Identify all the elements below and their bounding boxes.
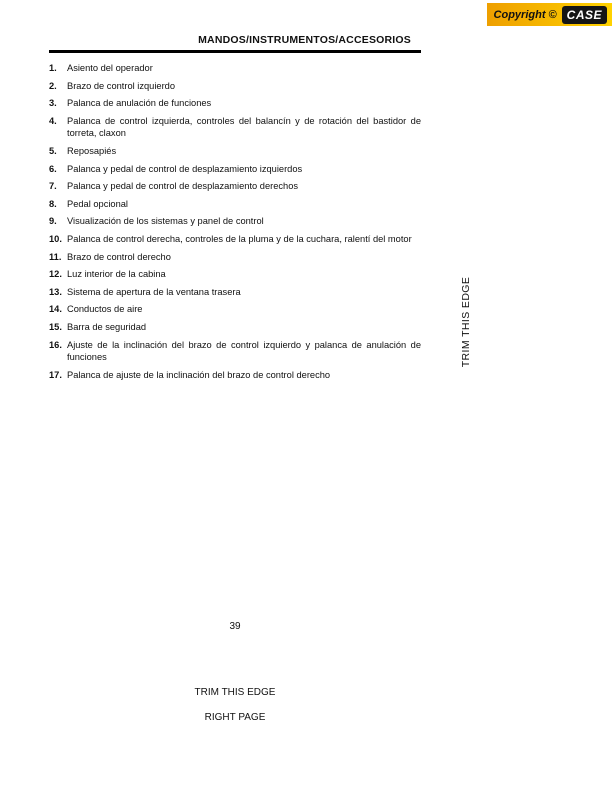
list-item-text: Visualización de los sistemas y panel de control (67, 216, 264, 227)
list-item (49, 268, 421, 281)
list-item-number: 6. (49, 163, 57, 174)
page-number: 39 (229, 621, 241, 632)
list-item-text: Reposapiés (67, 145, 117, 156)
list-item-number: 14. (49, 304, 62, 315)
case-logo: CASE (562, 6, 607, 24)
list-item-number: 10. (49, 233, 62, 244)
list-item-text: Palanca y pedal de control de desplazamiento izquierdos (67, 163, 303, 174)
list-item-number: 11. (49, 251, 62, 262)
list-item-text: Palanca de anulación de funciones (67, 98, 212, 109)
list-item (49, 215, 421, 228)
list-item (49, 163, 421, 176)
list-item-number: 5. (49, 145, 57, 156)
list-item (49, 80, 421, 93)
list-item-text: Pedal opcional (67, 198, 128, 209)
page-title: MANDOS/INSTRUMENTOS/ACCESORIOS (49, 34, 421, 53)
list-item-number: 13. (49, 286, 62, 297)
list-item-text: Brazo de control izquierdo (67, 80, 176, 91)
list-item-text: Luz interior de la cabina (67, 269, 166, 280)
controls-list (49, 62, 421, 381)
list-item-number: 17. (49, 369, 62, 380)
list-item-text: Palanca de ajuste de la inclinación del brazo de control derecho (67, 369, 331, 380)
list-item-number: 2. (49, 80, 57, 91)
list-item (49, 303, 421, 316)
list-item-number: 15. (49, 321, 62, 332)
list-item-text: Asiento del operador (67, 63, 153, 73)
list-item-text: Palanca de control izquierda, controles del balancín y de rotación del bastidor de torreta, claxon (67, 115, 421, 139)
list-item (49, 321, 421, 334)
list-item-number: 9. (49, 216, 57, 227)
list-item-text: Conductos de aire (67, 304, 143, 315)
list-item-number: 16. (49, 339, 62, 350)
list-item (49, 97, 421, 110)
list-item-text: Barra de seguridad (67, 321, 147, 332)
list-item (49, 198, 421, 211)
page-content (49, 34, 421, 386)
list-item (49, 286, 421, 299)
list-item-text: Palanca de control derecha, controles de la pluma y de la cuchara, ralentí del motor (67, 233, 412, 244)
trim-this-edge-bottom: TRIM THIS EDGE (194, 687, 276, 698)
list-item-text: Palanca y pedal de control de desplazamiento derechos (67, 181, 299, 192)
list-item (49, 233, 421, 246)
list-item (49, 115, 421, 140)
list-item (49, 180, 421, 193)
list-item-number: 12. (49, 269, 62, 280)
copyright-text: Copyright © (493, 8, 557, 21)
list-item (49, 145, 421, 158)
list-item-text: Sistema de apertura de la ventana trasera (67, 286, 241, 297)
list-item (49, 339, 421, 364)
right-page-label: RIGHT PAGE (204, 712, 266, 723)
trim-this-edge-vertical: TRIM THIS EDGE (460, 276, 472, 368)
list-item-text: Ajuste de la inclinación del brazo de control izquierdo y palanca de anulación de funciones (67, 339, 421, 363)
copyright-banner (487, 3, 612, 26)
list-item-number: 8. (49, 198, 57, 209)
list-item (49, 62, 421, 75)
list-item-number: 4. (49, 115, 57, 126)
list-item-number: 7. (49, 181, 57, 192)
list-item-number: 3. (49, 98, 57, 109)
list-item (49, 251, 421, 264)
list-item (49, 369, 421, 382)
list-item-text: Brazo de control derecho (67, 251, 171, 262)
list-item-number: 1. (49, 63, 57, 73)
